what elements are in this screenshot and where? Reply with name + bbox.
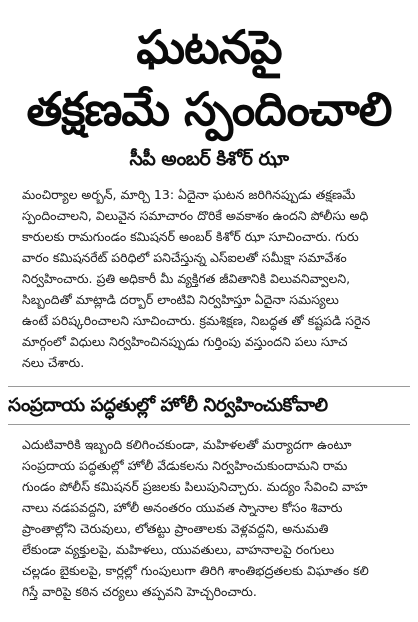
paragraph-line: లేకుండా వ్యక్తులపై, మహిళలు, యువతులు, వాహనాలపై రంగులు	[22, 542, 335, 557]
headline-line-2: తక్షణమే స్పందించాలి	[26, 82, 392, 136]
paragraph-line: నాలు నడపవద్దని, హోలీ అనంతరం యువత స్నానాల కోసం శివారు	[22, 500, 343, 515]
subheading: సంప్రదాయ పద్ధతుల్లో హోలీ నిర్వహించుకోవాలి	[8, 395, 328, 416]
subheading-rule-bottom	[8, 424, 410, 425]
paragraph-line: మంచిర్యాల అర్బన్, మార్చి 13: ఏదైనా ఘటన జరిగినప్పుడు తక్షణమే	[22, 187, 356, 202]
headline-line-1: ఘటనపై	[136, 20, 282, 74]
paragraph-line: నిర్వహించారు. ప్రతి అధికారీ మీ వ్యక్తిగత జీవితానికి విలువనివ్వాలని,	[22, 271, 351, 286]
paragraph-line: స్పందించాలని, విలువైన సమాచారం దొరికే అవకాశం ఉందని పోలీసు అధి	[22, 208, 369, 223]
paragraph-line: ఎదుటివారికి ఇబ్బంది కలిగించకుండా, మహిళలతో మర్యాదగా ఉంటూ	[22, 437, 352, 452]
paragraph-line: గుండం పోలీస్ కమిషనర్ ప్రజలకు పిలుపునిచ్చారు. మద్యం సేవించి వాహ	[22, 479, 368, 494]
paragraph-line: సంప్రదాయ పద్ధతుల్లో హోలీ వేడుకలను నిర్వహించుకుందామని రామ	[22, 458, 348, 473]
paragraph-line: మార్గంలో విధులు నిర్వహించినప్పుడు గుర్తింపు వస్తుందని పలు సూచ	[22, 334, 348, 349]
paragraph-line: కారులకు రామగుండం కమిషనర్ అంబర్ కిశోర్ ఝా సూచించారు. గురు	[22, 229, 359, 244]
paragraph-line: సిబ్బందితో మాట్లాడి దర్బార్ లాంటివి నిర్వహిస్తూ ఏదైనా సమస్యలు	[22, 292, 339, 307]
paragraph-line: వారం కమిషనరేట్ పరిధిలో పనిచేస్తున్న ఎస్‌ఐలతో సమీక్షా సమావేశం	[22, 250, 347, 265]
byline: సీపీ అంబర్ కిశోర్ ఝా	[129, 148, 289, 170]
paragraph-line: చల్లడం బైకులపై, కార్లల్లో గుంపులుగా తిరిగి శాంతిభద్రతలకు విఘాతం కలి	[22, 563, 369, 578]
subheading-rule-top	[8, 386, 410, 387]
paragraph-line: గిస్తే వారిపై కఠిన చర్యలు తప్పవని హెచ్చరించారు.	[22, 584, 257, 599]
paragraph-line: ప్రాంతాల్లోని చెరువులు, లోతట్టు ప్రాంతాలకు వెళ్లవద్దని, అనుమతి	[22, 521, 329, 536]
paragraph-line: ఉంటే పరిష్కరించాలని సూచించారు. క్రమశిక్షణ, నిబద్ధత తో కష్టపడి సరైన	[22, 313, 371, 328]
paragraph-1	[22, 184, 408, 373]
paragraph-line: నలు చేశారు.	[22, 355, 85, 370]
paragraph-2	[22, 434, 408, 602]
